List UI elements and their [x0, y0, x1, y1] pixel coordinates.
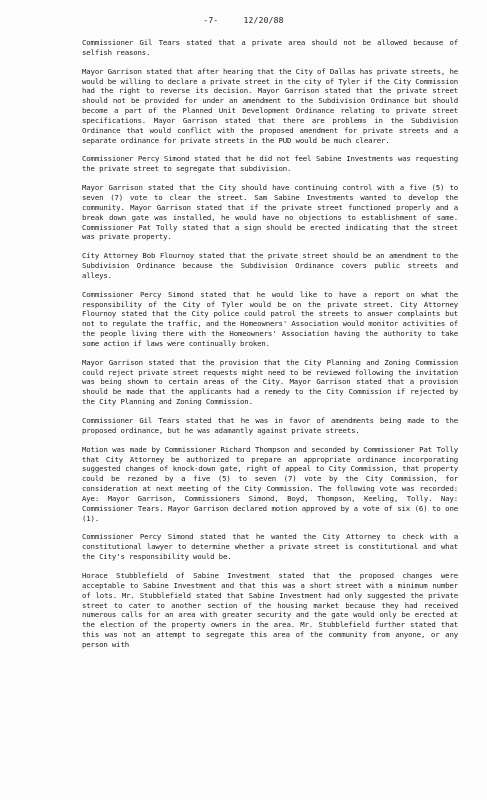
page-header — [0, 16, 487, 25]
paragraph: Motion was made by Commissioner Richard Thompson and seconded by Commissioner Pat Tolly that City Attorney be authorized to prepare an appropriate ordinance incorporating suggested changes of knock-down gate, right of appeal to City Commission, that property could be rezoned by a five (5) to seven (7) vote by the City Commission, for consideration at next meeting of the City Commission. The following vote was recorded: Aye: Mayor Garrison, Commissioners Simond, Boyd, Thompson, Keeling, Tolly. Nay: Commissioner Tears. Mayor Garrison declared motion approved by a vote of six (6) to one (1). — [82, 444, 458, 523]
paragraph: Mayor Garrison stated that the City should have continuing control with a five (5) to seven (7) vote to clear the street. Sam Sabine Investments wanted to develop the community. Mayor Garrison stated that if the private street functioned properly and a break down gate was installed, he would have no objections to establishment of same. Commissioner Pat Tolly stated that a sign should be erected indicating that the street was private property. — [82, 183, 458, 242]
paragraph: Mayor Garrison stated that the provision that the City Planning and Zoning Commission could reject private street requests might need to be reviewed following the invitation was being shown to certain areas of the City. Mayor Garrison stated that a provision should be made that the applicants had a remedy to the City Commission if rejected by the City Planning and Zoning Commission. — [82, 357, 458, 407]
paragraph: Commissioner Percy Simond stated that he wanted the City Attorney to check with a constitutional lawyer to determine whether a private street is constitutional and what the City's responsibility would be. — [82, 532, 458, 562]
meeting-date: 12/20/88 — [243, 16, 284, 25]
paragraph: Commissioner Percy Simond stated that he did not feel Sabine Investments was requesting the private street to segregate that subdivision. — [82, 154, 458, 174]
paragraph: Mayor Garrison stated that after hearing that the City of Dallas has private streets, he would be willing to declare a private street in the city of Tyler if the City Commission had the right to reverse its decision. Mayor Garrison stated that the private street should not be provided for under an amendment to the Subdivision Ordinance but should become a part of the Planned Unit Development Ordinance relating to private street specifications. Mayor Garrison stated that there are problems in the Subdivision Ordinance that would conflict with the proposed amendment for private streets and a separate ordinance for private streets in the PUD would be much clearer. — [82, 66, 458, 145]
paragraph: City Attorney Bob Flournoy stated that the private street should be an amendment to the Subdivision Ordinance because the Subdivision Ordinance covers public streets and alleys. — [82, 251, 458, 280]
page-number: -7- — [203, 16, 219, 25]
paragraph: Commissioner Gil Tears stated that he was in favor of amendments being made to the proposed ordinance, but he was adamantly against private streets. — [82, 416, 458, 435]
header-spacer — [223, 16, 238, 25]
paragraph: Commissioner Gil Tears stated that a private area should not be allowed because of selfish reasons. — [82, 38, 458, 57]
paragraph: Horace Stubblefield of Sabine Investment stated that the proposed changes were acceptable to Sabine Investment and that this was a short street with a minimum number of lots. Mr. Stubblefield stated that Sabine Investment had only suggested the private street to cater to another section of the housing market because they had received numerous calls for an area with greater security and the gate would only be erected at the election of the property owners in the area. Mr. Stubblefield further stated that this was not an attempt to segregate this area of the community from anyone, or any person with — [82, 570, 458, 649]
paragraph: Commissioner Percy Simond stated that he would like to have a report on what the responsibility of the City of Tyler would be on the private street. City Attorney Flournoy stated that the City police could patrol the streets to answer complaints but not to regulate the traffic, and the Homeowners' Association would monitor activities of the people living there with the Homeowners' Association having the authority to take some action if laws were continually broken. — [82, 289, 458, 348]
minutes-body — [82, 38, 458, 659]
